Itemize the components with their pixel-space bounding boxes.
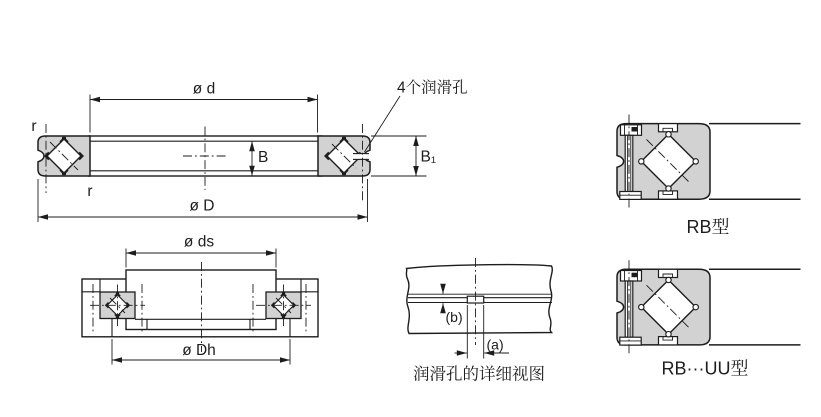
rb-type-view bbox=[617, 115, 801, 238]
dim-label-width-b: B bbox=[258, 149, 269, 166]
detail-view-caption: 润滑孔的详细视图 bbox=[413, 365, 545, 384]
rb-bearing-unit bbox=[617, 115, 801, 209]
rb-uu-type-caption: RB···UU型 bbox=[661, 358, 749, 379]
chamfer-label-r-bottom: r bbox=[87, 183, 93, 200]
dim-label-housing-bore-dh: ø Dh bbox=[182, 342, 216, 359]
rb-uu-bearing-unit bbox=[617, 260, 801, 354]
lube-hole bbox=[355, 154, 370, 159]
mounting-cross-section-view bbox=[82, 234, 318, 365]
dim-label-inner-diameter: ø d bbox=[192, 80, 216, 98]
dim-label-b: (b) bbox=[445, 309, 463, 325]
chamfer-label-r-top: r bbox=[31, 118, 37, 135]
rb-type-caption: RB型 bbox=[686, 217, 730, 237]
dim-label-shaft-diameter-ds: ø ds bbox=[183, 233, 215, 251]
rb-uu-type-view bbox=[617, 260, 801, 378]
lube-holes-annotation: 4个润滑孔 bbox=[397, 79, 468, 97]
dim-label-width-b1: B₁ bbox=[420, 148, 437, 166]
main-cross-section-view bbox=[31, 79, 467, 223]
dim-label-a: (a) bbox=[486, 336, 504, 353]
dim-label-outer-diameter: ø D bbox=[189, 197, 215, 215]
lube-hole-detail-view bbox=[406, 258, 552, 384]
